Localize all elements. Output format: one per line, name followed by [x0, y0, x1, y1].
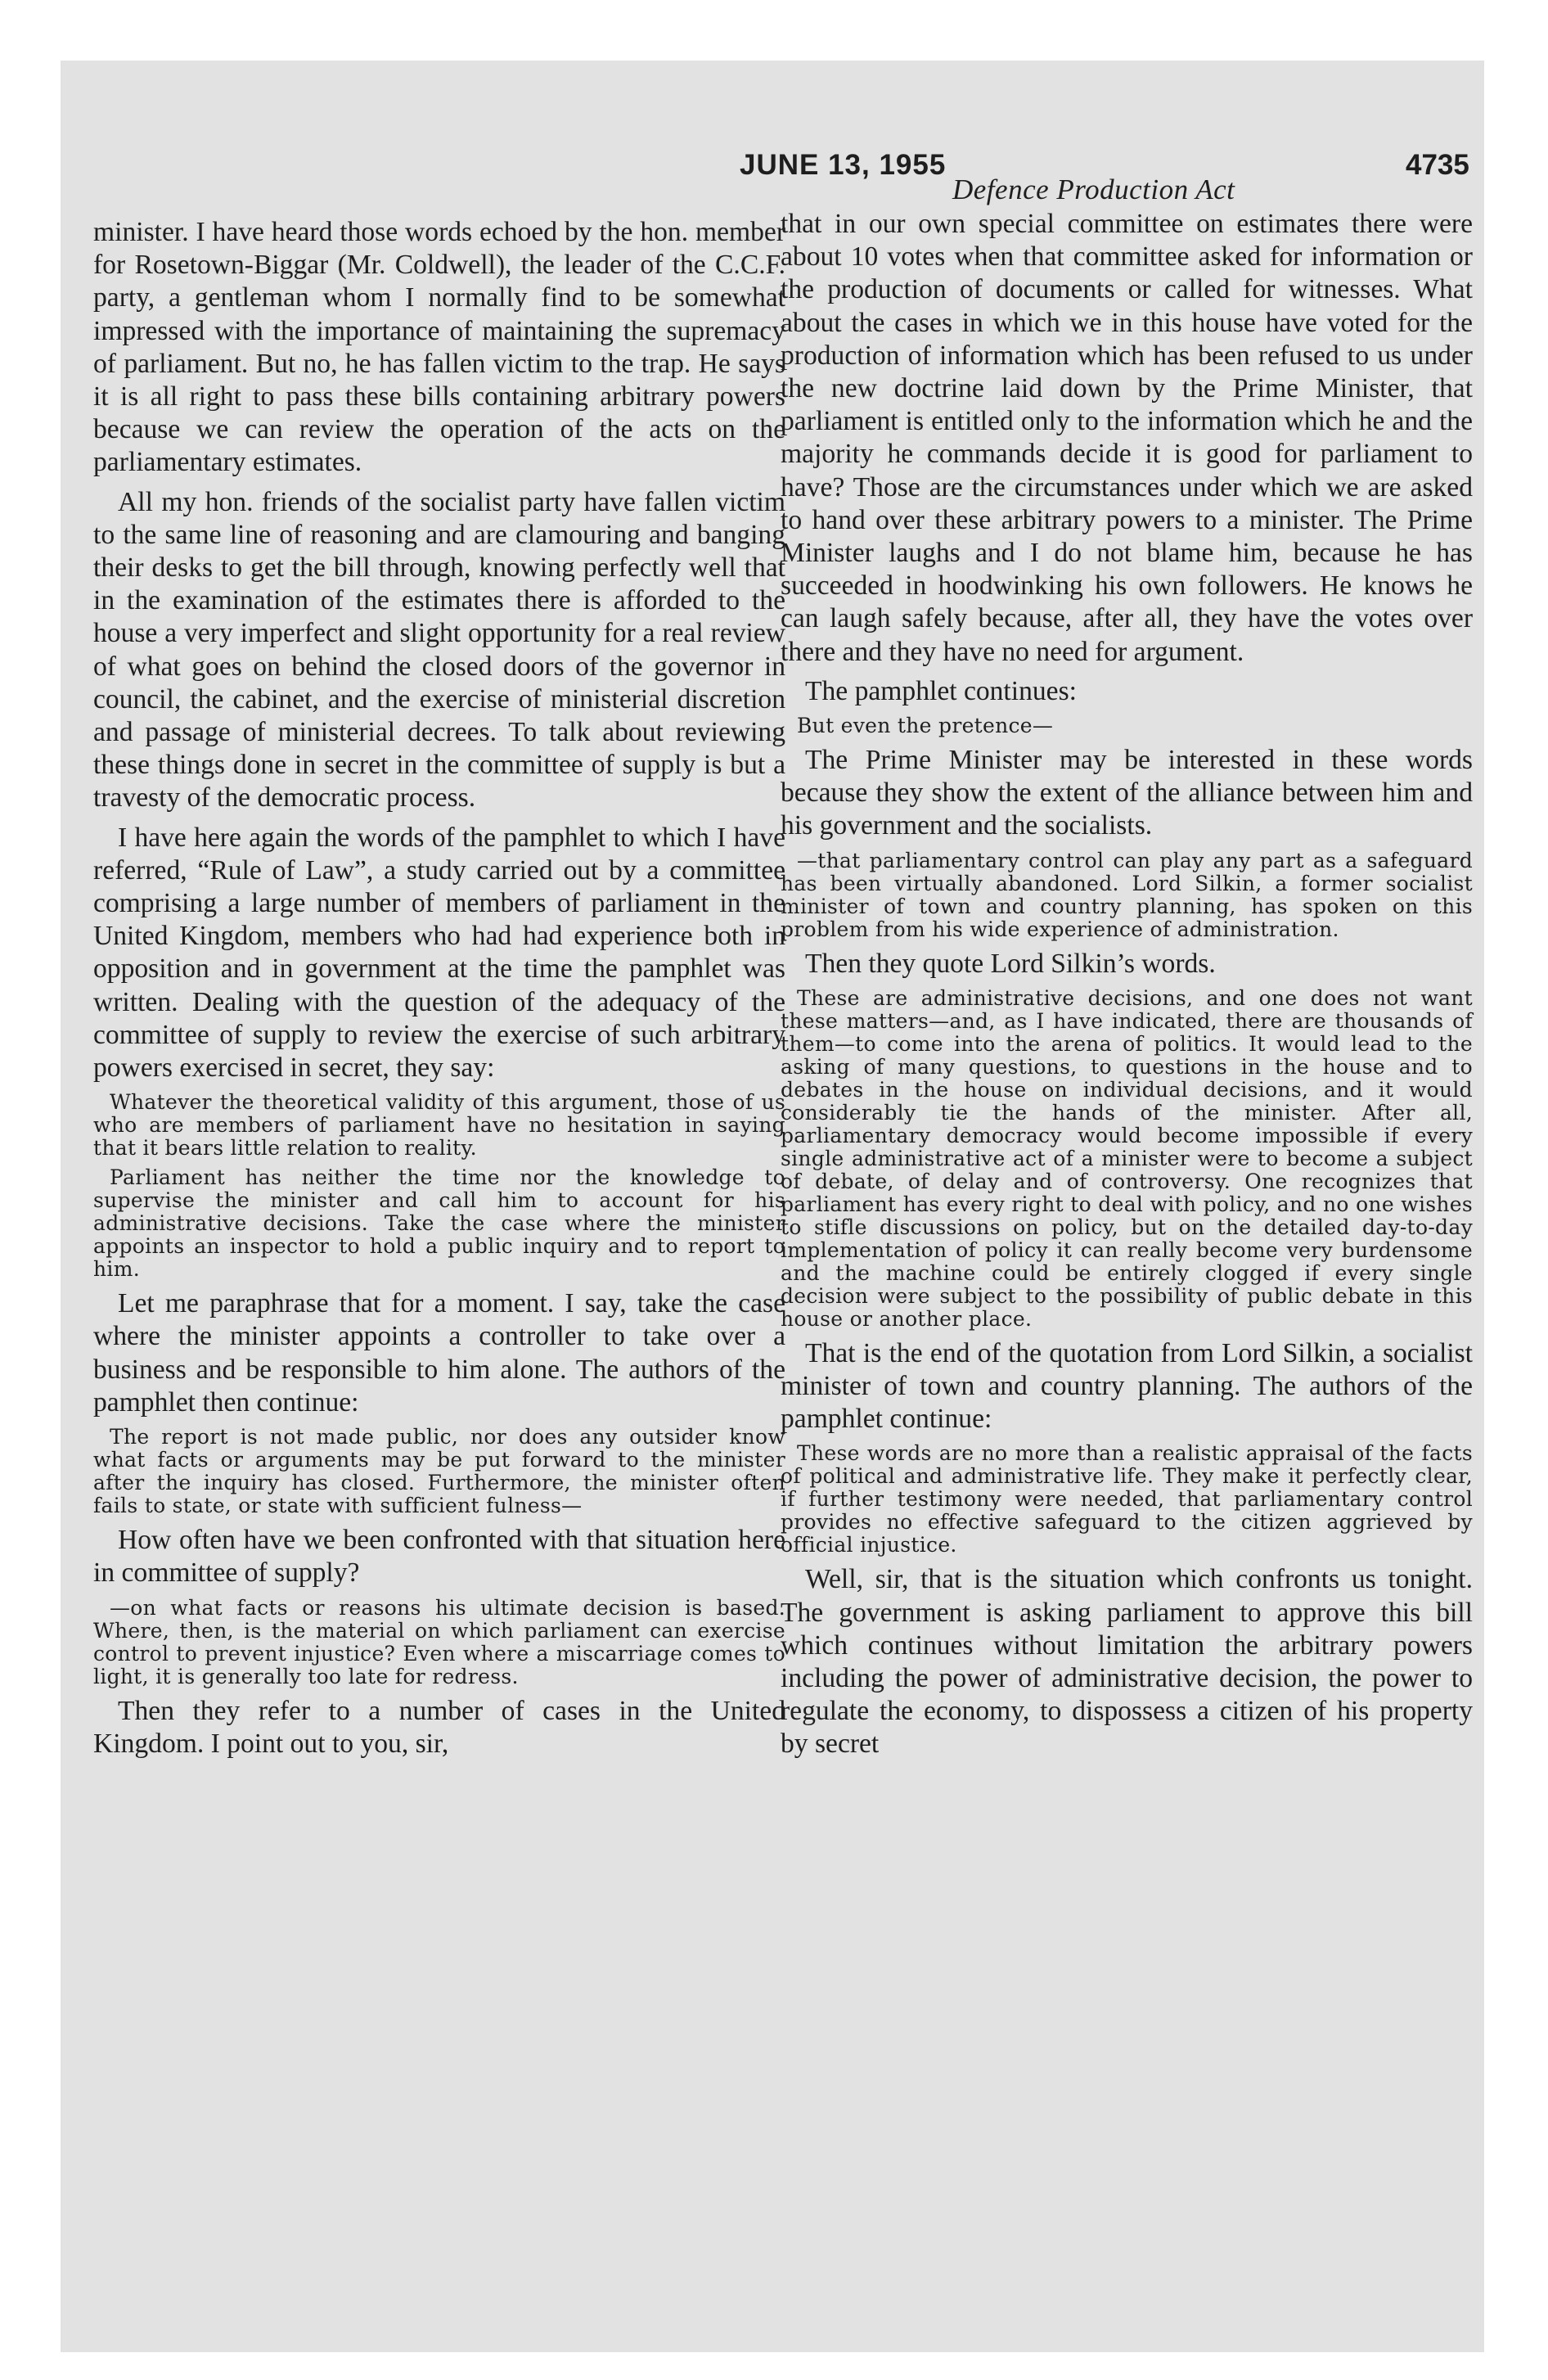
block-quote: Parliament has neither the time nor the knowledge to supervise the minister and call him to account for his administrative decisions. Take the case where the minister appoints an inspector to hold a public inquiry and to report to him.: [93, 1165, 785, 1282]
page-header: [61, 139, 1484, 196]
left-column: [93, 216, 785, 1767]
paragraph: minister. I have heard those words echoed by the hon. member for Rosetown-Biggar (Mr. Coldwell), the leader of the C.C.F. party, a gentleman whom I normally find to be somewhat impressed with the importance of maintaining the supremacy of parliament. But no, he has fallen victim to the trap. He says it is all right to pass these bills containing arbitrary powers because we can review the operation of the acts on the parliamentary estimates.: [93, 217, 785, 478]
paragraph: Let me paraphrase that for a moment. I say, take the case where the minister appoints a controller to take over a business and be responsible to him alone. The authors of the pamphlet then continue:: [93, 1288, 785, 1418]
block-quote: —that parliamentary control can play any part as a safeguard has been virtually abandoned. Lord Silkin, a former socialist minister of town and country planning, has spoken on this problem from his wide experience of administration.: [781, 848, 1473, 941]
block-quote: These are administrative decisions, and one does not want these matters—and, as I have indicated, there are thousands of them—to come into the arena of politics. It would lead to the asking of many questions, to questions in the house and to debates in the house on individual decisions, and it would considerably tie the hands of the minister. After all, parliamentary democracy would become impossible if every single administrative act of a minister were to become a subject of debate, of delay and of controversy. One recognizes that parliament has every right to deal with policy, and no one wishes to stifle discussions on policy, but on the detailed day-to-day implementation of policy it can really become very burdensome and the machine could be entirely clogged if every single decision were subject to the possibility of public debate in this house or another place.: [781, 985, 1473, 1331]
paragraph: The pamphlet continues:: [805, 675, 1077, 706]
right-column: [781, 208, 1473, 1768]
paragraph: I have here again the words of the pamphlet to which I have referred, “Rule of Law”, a study carried out by a committee comprising a large number of members of parliament in the United Kingdom, members who had had experience both in opposition and in government at the time the pamphlet was written. Dealing with the question of the adequacy of the committee of supply to review the exercise of such arbitrary powers exercised in secret, they say:: [93, 822, 785, 1084]
document-page: [61, 61, 1484, 2352]
paragraph: that in our own special committee on estimates there were about 10 votes when that committee asked for information or the production of documents or called for witnesses. What about the cases in which we in this house have voted for the production of information which has been refused to us under the new doctrine laid down by the Prime Minister, that parliament is entitled only to the information which he and the majority he commands decide it is good for parliament to have? Those are the circumstances under which we are asked to hand over these arbitrary powers to a minister. The Prime Minister laughs and I do not blame him, because he has succeeded in hoodwinking his own followers. He knows he can laugh safely because, after all, they have the votes over there and they have no need for argument.: [781, 209, 1473, 667]
block-quote: Whatever the theoretical validity of this argument, those of us who are members of parliament have no hesitation in saying that it bears little relation to reality.: [93, 1090, 785, 1161]
block-quote: —on what facts or reasons his ultimate decision is based. Where, then, is the material on which parliament can exercise control to prevent injustice? Even where a miscarriage comes to light, it is generally too late for redress.: [93, 1595, 785, 1688]
paragraph: How often have we been confronted with that situation here in committee of supply?: [93, 1525, 785, 1589]
paragraph: Well, sir, that is the situation which confronts us tonight. The government is asking parliament to approve this bill which continues without limitation the arbitrary powers including the power of administrative decision, the power to regulate the economy, to dispossess a citizen of his property by secret: [781, 1564, 1473, 1760]
paragraph: Then they refer to a number of cases in the United Kingdom. I point out to you, sir,: [93, 1695, 785, 1759]
paragraph: Then they quote Lord Silkin’s words.: [805, 948, 1216, 979]
paragraph: The Prime Minister may be interested in these words because they show the extent of the alliance between him and his government and the socialists.: [781, 745, 1473, 841]
running-title: Defence Production Act: [952, 174, 1235, 205]
page-number: 4735: [1406, 149, 1469, 181]
block-quote: But even the pretence—: [797, 714, 1054, 738]
header-date: JUNE 13, 1955: [740, 149, 947, 181]
paragraph: That is the end of the quotation from Lord Silkin, a socialist minister of town and country planning. The authors of the pamphlet continue:: [781, 1337, 1473, 1435]
block-quote: These words are no more than a realistic appraisal of the facts of political and administrative life. They make it perfectly clear, if further testimony were needed, that parliamentary control provides no effective safeguard to the citizen aggrieved by official injustice.: [781, 1441, 1473, 1557]
paragraph: All my hon. friends of the socialist party have fallen victim to the same line of reasoning and are clamouring and banging their desks to get the bill through, knowing perfectly well that in the examination of the estimates there is afforded to the house a very imperfect and slight opportunity for a real review of what goes on behind the closed doors of the governor in council, the cabinet, and the exercise of ministerial discretion and passage of ministerial decrees. To talk about reviewing these things done in secret in the committee of supply is but a travesty of the democratic process.: [93, 486, 785, 814]
block-quote: The report is not made public, nor does any outsider know what facts or arguments may be put forward to the minister after the inquiry has closed. Furthermore, the minister often fails to state, or state with sufficient fulness—: [93, 1425, 785, 1518]
